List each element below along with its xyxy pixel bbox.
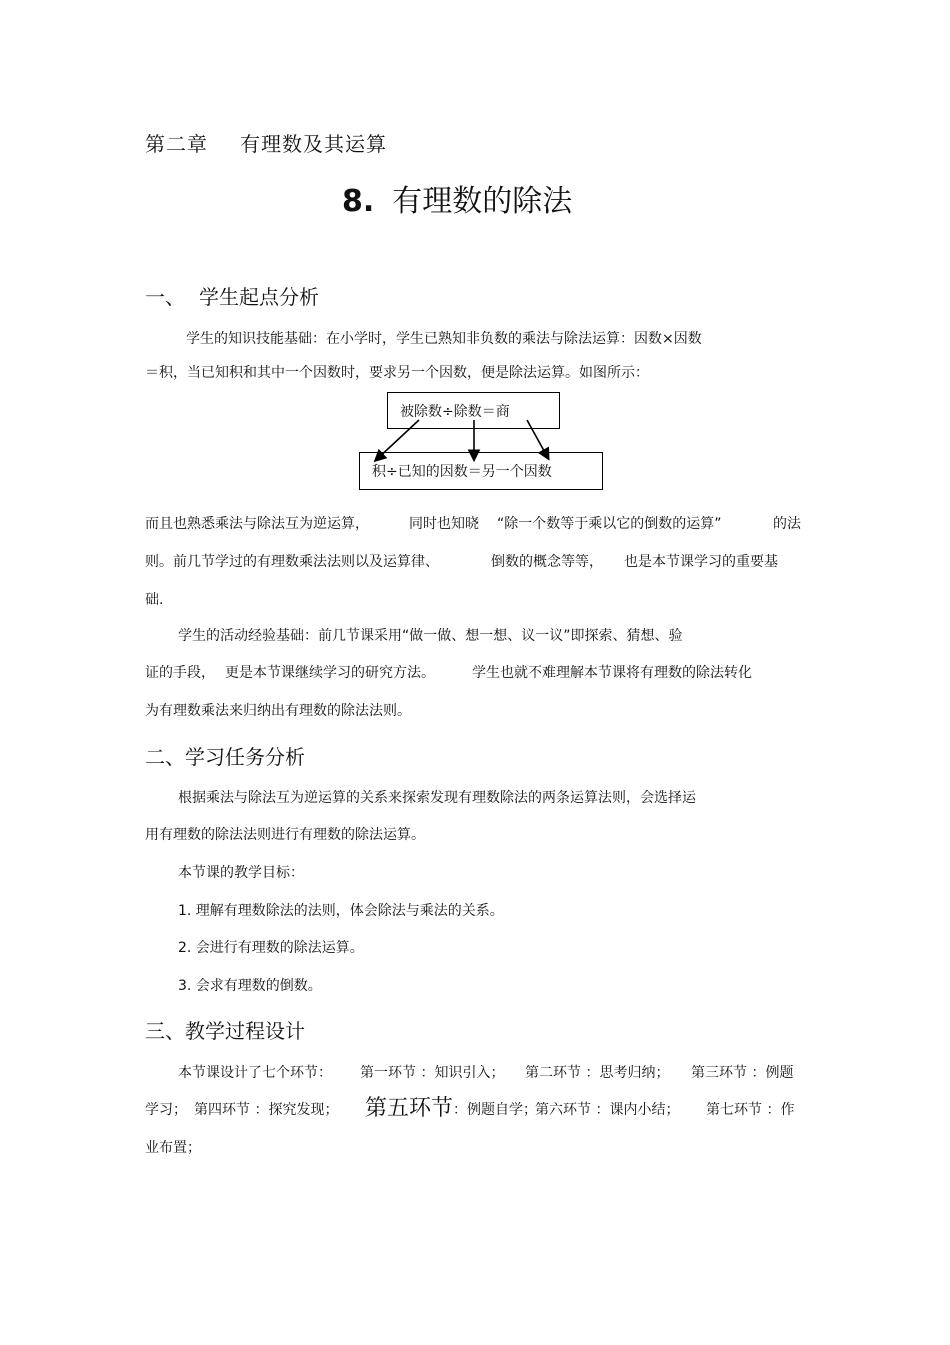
chapter-name: 有理数及其运算 xyxy=(240,132,387,156)
diagram-bottom-text: 积÷已知的因数＝另一个因数 xyxy=(372,464,552,480)
paragraph-segment: 则。前几节学过的有理数乘法法则以及运算律、 xyxy=(145,554,439,570)
goals-label: 本节课的教学目标： xyxy=(178,865,304,881)
paragraph-segment: 的法 xyxy=(773,516,801,532)
section1-heading-text: 学生起点分析 xyxy=(199,285,319,309)
paragraph-segment: 第一环节 ：知识引入； xyxy=(360,1065,505,1081)
paragraph-segment: 学习； xyxy=(145,1102,187,1118)
goal-item: 1. 理解有理数除法的法则，体会除法与乘法的关系。 xyxy=(178,903,504,919)
paragraph-segment: “除一个数等于乘以它的倒数的运算” xyxy=(497,516,722,532)
paragraph-segment: 倒数的概念等等， xyxy=(491,554,603,570)
goal-item: 2. 会进行有理数的除法运算。 xyxy=(178,940,364,956)
paragraph-line: ＝积，当已知积和其中一个因数时，要求另一个因数，便是除法运算。如图所示： xyxy=(145,365,649,381)
paragraph-segment: 第七环节 ：作 xyxy=(706,1102,795,1118)
paragraph-segment: 证的手段， xyxy=(145,665,215,681)
chapter-number: 第二章 xyxy=(145,132,208,156)
paragraph-segment: 更是本节课继续学习的研究方法。 xyxy=(225,665,435,681)
paragraph-segment: 第四环节 ：探究发现； xyxy=(194,1102,339,1118)
diagram-top-text: 被除数÷除数＝商 xyxy=(400,403,510,420)
section1-heading-number: 一、 xyxy=(145,285,185,309)
section3-heading: 三、教学过程设计 xyxy=(145,1019,305,1043)
paragraph-line: 根据乘法与除法互为逆运算的关系来探索发现有理数除法的两条运算法则，会选择运 xyxy=(178,790,696,806)
paragraph-segment: 础. xyxy=(145,592,164,608)
paragraph-segment: 第六环节 ：课内小结； xyxy=(535,1102,680,1118)
paragraph-line: 业布置； xyxy=(145,1140,201,1156)
section2-heading: 二、学习任务分析 xyxy=(145,745,305,769)
lesson-name: 有理数的除法 xyxy=(392,184,573,219)
paragraph-segment: ：例题自学； xyxy=(453,1102,537,1118)
paragraph-line: 学生的知识技能基础：在小学时，学生已熟知非负数的乘法与除法运算：因数×因数 xyxy=(186,331,702,347)
paragraph-segment: 同时也知晓 xyxy=(409,516,479,532)
paragraph-segment: 而且也熟悉乘法与除法互为逆运算， xyxy=(145,516,369,532)
arrow-right xyxy=(527,420,548,458)
paragraph-line: 为有理数乘法来归纳出有理数的除法法则。 xyxy=(145,703,411,719)
paragraph-segment-large: 第五环节 xyxy=(365,1096,454,1121)
paragraph-segment: 学生也就不难理解本节课将有理数的除法转化 xyxy=(472,665,752,681)
paragraph-segment: 第三环节 ：例题 xyxy=(691,1065,794,1081)
lesson-number: 8. xyxy=(342,184,375,219)
goal-item: 3. 会求有理数的倒数。 xyxy=(178,978,322,994)
paragraph-line: 用有理数的除法法则进行有理数的除法运算。 xyxy=(145,827,425,843)
paragraph-line: 学生的活动经验基础：前几节课采用“做一做、想一想、议一议”即探索、猜想、验 xyxy=(178,628,683,644)
paragraph-segment: 第二环节 ：思考归纳； xyxy=(525,1065,670,1081)
paragraph-segment: 也是本节课学习的重要基 xyxy=(624,554,778,570)
arrow-left xyxy=(376,420,419,460)
paragraph-segment: 本节课设计了七个环节： xyxy=(178,1065,332,1081)
